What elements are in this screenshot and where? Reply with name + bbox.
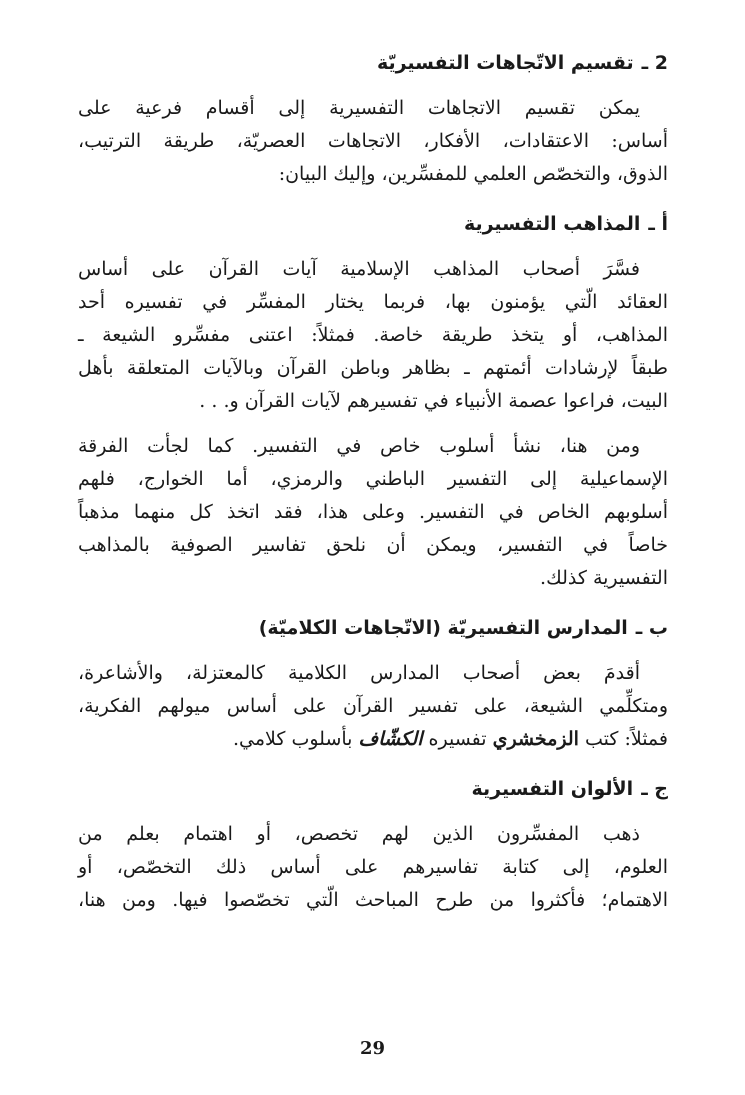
text-line: الإسماعيلية إلى التفسير الباطني والرمزي، أما الخوارج، فلهم bbox=[78, 468, 668, 490]
section-a-heading bbox=[78, 209, 668, 239]
text-line: التفسيرية كذلك. bbox=[540, 567, 668, 589]
text-line: العقائد الّتي يؤمنون بها، فربما يختار المفسِّر في تفسيره أحد bbox=[78, 291, 668, 313]
text-line: العلوم، إلى كتابة تفاسيرهم على أساس ذلك التخصّص، أو bbox=[78, 856, 668, 878]
section-2-heading bbox=[78, 48, 668, 78]
text-line: أقدمَ بعض أصحاب المدارس الكلامية كالمعتزلة، والأشاعرة، bbox=[78, 662, 640, 684]
text-line: فسَّرَ أصحاب المذاهب الإسلامية آيات القرآن على أساس bbox=[78, 258, 640, 280]
section-c-heading bbox=[78, 774, 668, 804]
book-title: الكشّاف bbox=[358, 728, 423, 750]
section-c-paragraph bbox=[78, 818, 668, 917]
section-c-title: الألوان التفسيرية bbox=[471, 778, 634, 800]
section-2-title: تقسيم الاتّجاهات التفسيريّة bbox=[376, 52, 634, 74]
text-fragment: تفسيره bbox=[428, 728, 487, 750]
text-line: الاهتمام؛ فأكثروا من طرح المباحث الّتي تخصّصوا فيها. ومن هنا، bbox=[78, 889, 668, 911]
text-line: الذوق، والتخصّص العلمي للمفسِّرين، وإليك البيان: bbox=[278, 163, 668, 185]
section-b-marker: ب ـ bbox=[635, 617, 668, 639]
text-line: أساس: الاعتقادات، الأفكار، الاتجاهات العصريّة، طريقة الترتيب، bbox=[78, 130, 668, 152]
section-2-paragraph bbox=[78, 92, 668, 191]
page-body bbox=[78, 48, 668, 917]
text-line bbox=[78, 723, 668, 756]
section-b-title: المدارس التفسيريّة (الاتّجاهات الكلاميّة) bbox=[258, 617, 628, 639]
section-b-heading bbox=[78, 613, 668, 643]
section-a-paragraph-2 bbox=[78, 430, 668, 595]
text-line: ذهب المفسِّرون الذين لهم تخصص، أو اهتمام بعلم من bbox=[78, 823, 640, 845]
text-line: المذاهب، أو يتخذ طريقة خاصة. فمثلاً: اعتنى مفسِّرو الشيعة ـ bbox=[78, 324, 668, 346]
text-line: البيت، فراعوا عصمة الأنبياء في تفسيرهم لآيات القرآن و. . . bbox=[199, 390, 668, 412]
text-fragment: فمثلاً: كتب bbox=[584, 728, 668, 750]
page-number: 29 bbox=[359, 1038, 386, 1059]
section-c-marker: ج ـ bbox=[641, 778, 668, 800]
section-2-marker: 2 ـ bbox=[641, 52, 668, 74]
text-line: ومتكلِّمي الشيعة، على تفسير القرآن على أساس ميولهم الفكرية، bbox=[78, 695, 668, 717]
text-line: يمكن تقسيم الاتجاهات التفسيرية إلى أقسام فرعية على bbox=[78, 97, 640, 119]
section-a-paragraph-1 bbox=[78, 253, 668, 418]
text-line: أسلوبهم الخاص في التفسير. وعلى هذا، فقد اتخذ كل منهما مذهباً bbox=[78, 501, 668, 523]
author-name: الزمخشري bbox=[492, 728, 579, 750]
text-line: خاصاً في التفسير، ويمكن أن نلحق تفاسير الصوفية بالمذاهب bbox=[78, 534, 668, 556]
section-b-paragraph bbox=[78, 657, 668, 756]
text-fragment: بأسلوب كلامي. bbox=[232, 728, 353, 750]
section-a-marker: أ ـ bbox=[648, 213, 668, 235]
text-line: ومن هنا، نشأ أسلوب خاص في التفسير. كما لجأت الفرقة bbox=[78, 435, 640, 457]
section-a-title: المذاهب التفسيرية bbox=[463, 213, 641, 235]
text-line: طبقاً لإرشادات أئمتهم ـ بظاهر وباطن القرآن وبالآيات المتعلقة بأهل bbox=[78, 357, 668, 379]
